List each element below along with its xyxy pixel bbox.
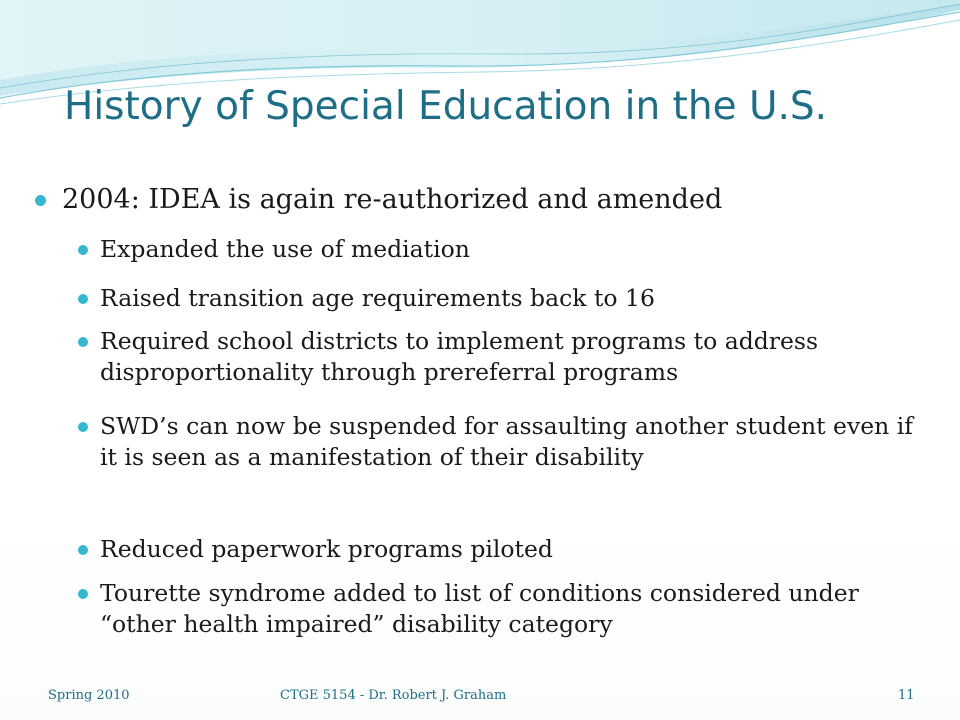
- sub-bullet: [100, 411, 930, 473]
- sub-bullet: [100, 578, 930, 640]
- sub-bullet-text: Tourette syndrome added to list of conditions considered under “other health impaired” disability category: [100, 579, 859, 638]
- main-bullet-text: 2004: IDEA is again re-authorized and amended: [62, 184, 723, 215]
- sub-bullet: [100, 326, 930, 388]
- bullet-dot-icon: [35, 195, 46, 206]
- bullet-dot-icon: [78, 589, 88, 599]
- sub-bullet: [100, 534, 930, 565]
- main-bullet: [62, 183, 922, 217]
- sub-bullet-text: Raised transition age requirements back to 16: [100, 284, 655, 312]
- footer-course: CTGE 5154 - Dr. Robert J. Graham: [280, 688, 507, 703]
- slide-title: History of Special Education in the U.S.: [64, 84, 828, 129]
- sub-bullet-text: SWD’s can now be suspended for assaulting another student even if it is seen as a manifestation of their disability: [100, 412, 913, 471]
- bullet-dot-icon: [78, 422, 88, 432]
- sub-bullet-text: Required school districts to implement programs to address disproportionality through prereferral programs: [100, 327, 819, 386]
- bullet-dot-icon: [78, 337, 88, 347]
- sub-bullet: [100, 283, 930, 314]
- slide-number: 11: [898, 688, 915, 703]
- bullet-dot-icon: [78, 245, 88, 255]
- sub-bullet: [100, 234, 930, 265]
- footer-date: Spring 2010: [48, 688, 130, 703]
- bullet-dot-icon: [78, 545, 88, 555]
- bullet-dot-icon: [78, 294, 88, 304]
- sub-bullet-text: Expanded the use of mediation: [100, 235, 470, 263]
- sub-bullet-text: Reduced paperwork programs piloted: [100, 535, 553, 563]
